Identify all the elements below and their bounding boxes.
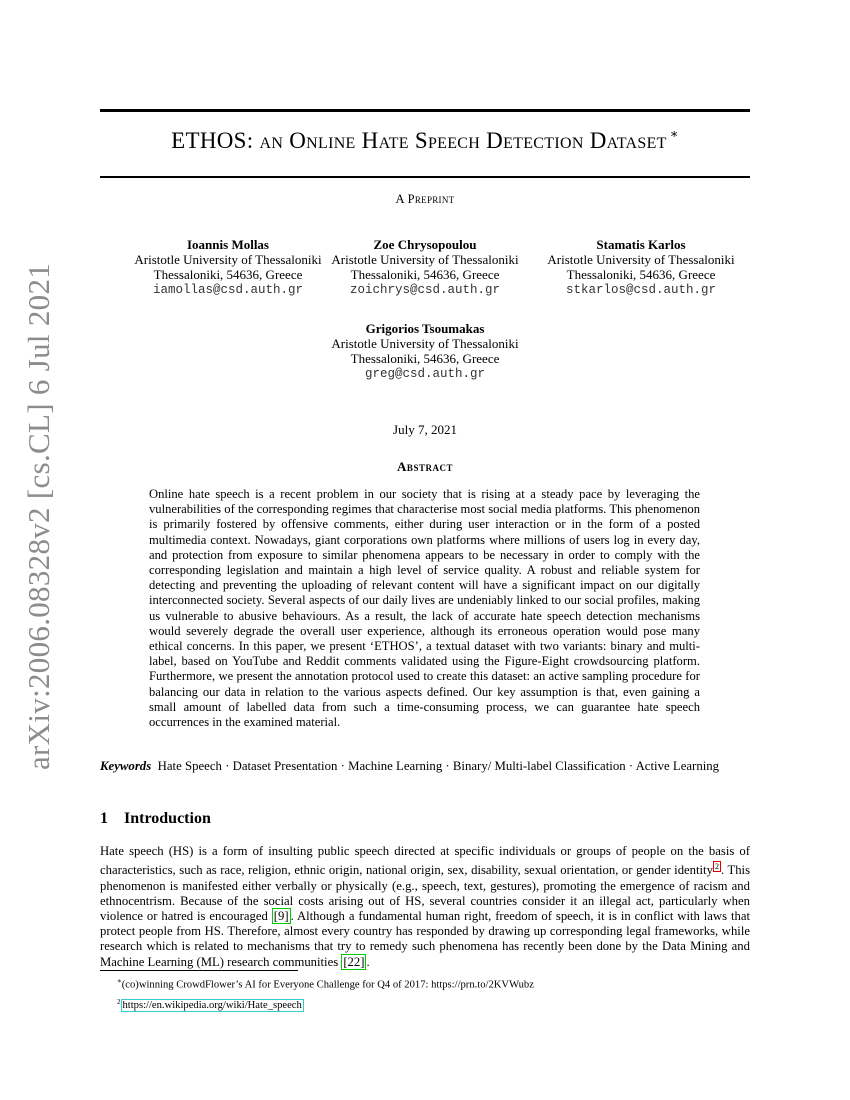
- author-name: Zoe Chrysopoulou: [373, 237, 477, 252]
- keywords-text: Hate Speech · Dataset Presentation · Machine Learning · Binary/ Multi-label Classification · Active Learning: [157, 759, 720, 773]
- publication-date: July 7, 2021: [393, 422, 457, 437]
- footnote-1: [100, 973, 750, 994]
- author-block-2: [305, 237, 545, 298]
- paper-title: [100, 128, 750, 154]
- intro-text-1: Hate speech (HS) is a form of insulting public speech directed at specific individuals or groups of people on the basis of characteristics, such as race, religion, ethnic origin, national origin, sex, disability, sexual orientation, or gender identity: [100, 844, 750, 878]
- arxiv-identifier-stamp: arXiv:2006.08328v2 [cs.CL] 6 Jul 2021: [21, 262, 56, 770]
- author-name: Grigorios Tsoumakas: [365, 321, 485, 336]
- author-affiliation: Aristotle University of Thessaloniki: [331, 252, 519, 268]
- author-address: Thessaloniki, 54636, Greece: [153, 267, 303, 283]
- intro-text-2: . This phenomenon is manifested either verbally or physically (e.g., speech, text, gestures), promoting the emergence of racism and ethnocentrism. Because of the social costs arising out of HS, several countries consider it an illegal act, particularly when violence or hatred is encouraged: [100, 863, 751, 924]
- footnote-text: (co)winning CrowdFlower’s AI for Everyone Challenge for Q4 of 2017: https://prn.to/2KVWubz: [121, 979, 534, 991]
- footnotes: [100, 973, 750, 1014]
- footnote-2: [100, 994, 750, 1015]
- author-affiliation: Aristotle University of Thessaloniki: [331, 336, 519, 352]
- author-email[interactable]: iamollas@csd.auth.gr: [152, 282, 304, 297]
- footnote-url-link[interactable]: https://en.wikipedia.org/wiki/Hate_speech: [122, 1000, 302, 1012]
- author-email[interactable]: stkarlos@csd.auth.gr: [565, 282, 717, 297]
- footnote-marker: ∗: [117, 977, 122, 985]
- keywords-label: Keywords: [100, 759, 152, 773]
- section-title: Introduction: [124, 810, 211, 827]
- abstract-text: Online hate speech is a recent problem in our society that is rising at a steady pace by leveraging the vulnerabilities of the corresponding regimes that characterise most social media platforms. This phenomenon is primarily fostered by offensive comments, either during user interaction or in the form of a posted multimedia context. Nowadays, giant corporations own platforms where millions of users log in every day, and protection from exposure to similar phenomena appears to be necessary in order to comply with the corresponding legislation and maintain a high level of service quality. A robust and reliable system for detecting and preventing the uploading of relevant content will have a significant impact on our digitally interconnected society. Several aspects of our daily lives are undeniably linked to our social profiles, making us vulnerable to abusive behaviours. As a result, the lack of accurate hate speech detection mechanisms would severely degrade the overall user experience, although its erroneous operation would pose many ethical concerns. In this paper, we present ‘ETHOS’, a textual dataset with two variants: binary and multi-label, based on YouTube and Reddit comments validated using the Figure-Eight crowdsourcing platform. Furthermore, we present the annotation protocol used to create this dataset: an active sampling procedure for balancing our data in relation to the various aspects defined. Our key assumption is that, even gaining a small amount of labelled data from such a time-consuming process, we can guarantee hate speech occurrences in the examined material.: [149, 487, 700, 730]
- footnote-rule: [100, 970, 298, 971]
- section-heading-introduction: [100, 810, 750, 828]
- title-text: ETHOS: an Online Hate Speech Detection Dataset: [171, 128, 667, 153]
- author-email[interactable]: zoichrys@csd.auth.gr: [349, 282, 501, 297]
- title-rule-top: [100, 109, 750, 112]
- citation-link-9[interactable]: [9]: [273, 909, 289, 924]
- keywords: [100, 759, 750, 774]
- introduction-paragraph: [100, 844, 750, 970]
- author-block-3: [521, 237, 761, 298]
- intro-text-3: . Although a fundamental human right, freedom of speech, it is in conflict with laws that protect people from HS. Therefore, almost every country has responded by drawing up corresponding legal frameworks, while research which is related to mechanisms that try to remedy such phenomena has recently been done by the Data Mining and Machine Learning (ML) research communities: [100, 909, 750, 969]
- author-address: Thessaloniki, 54636, Greece: [350, 267, 500, 283]
- author-affiliation: Aristotle University of Thessaloniki: [547, 252, 735, 268]
- author-address: Thessaloniki, 54636, Greece: [566, 267, 716, 283]
- citation-link-22[interactable]: [22]: [343, 954, 365, 969]
- author-address: Thessaloniki, 54636, Greece: [350, 351, 500, 367]
- title-footnote-marker: ∗: [669, 126, 679, 141]
- title-rule-bottom: [100, 176, 750, 178]
- footnote-marker: 2: [117, 997, 121, 1006]
- section-number: 1: [100, 810, 108, 827]
- author-name: Ioannis Mollas: [187, 237, 269, 252]
- intro-text-4: .: [366, 954, 370, 969]
- author-block-4: [305, 321, 545, 382]
- author-affiliation: Aristotle University of Thessaloniki: [134, 252, 322, 268]
- preprint-label: A Preprint: [395, 192, 455, 206]
- footnote-link-2[interactable]: 2: [714, 862, 719, 872]
- author-name: Stamatis Karlos: [596, 237, 686, 252]
- abstract-heading: Abstract: [397, 459, 453, 474]
- author-email[interactable]: greg@csd.auth.gr: [364, 366, 486, 381]
